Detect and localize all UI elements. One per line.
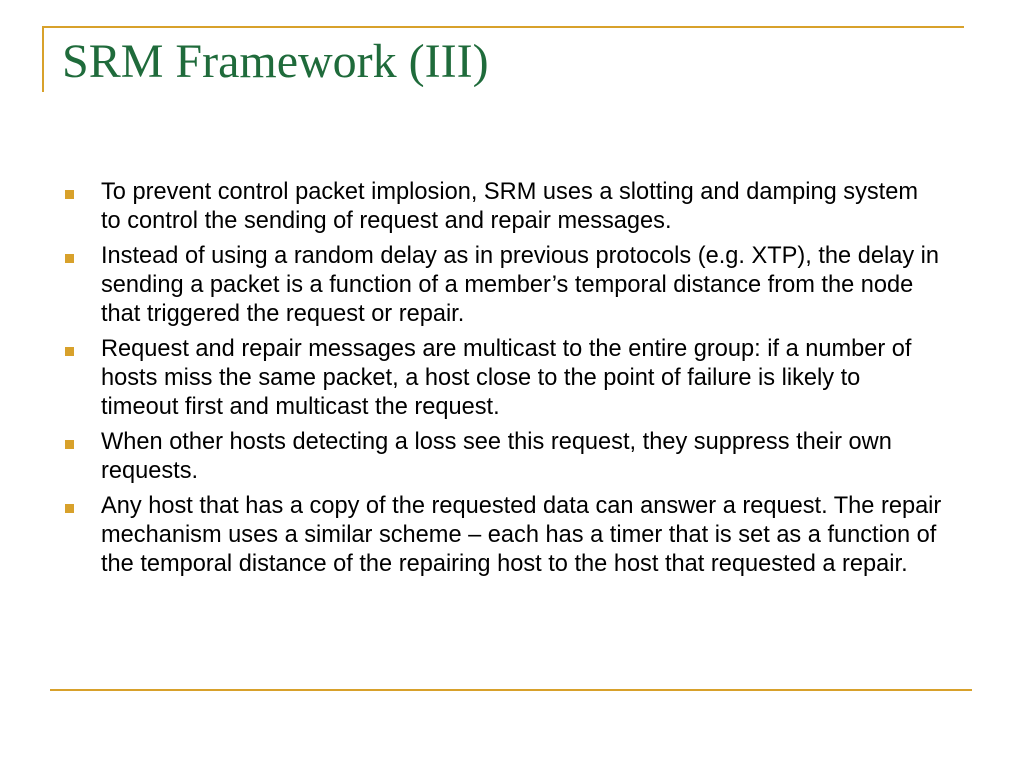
- square-bullet-icon: [65, 190, 74, 199]
- bullet-text: Instead of using a random delay as in previous protocols (e.g. XTP), the delay in sending a packet is a function of a member’s temporal distance from the node that triggered the request or repair.: [101, 243, 940, 327]
- bullet-item: [64, 178, 944, 236]
- bullet-item: [64, 492, 944, 579]
- bullet-text: Any host that has a copy of the requested data can answer a request. The repair mechanism uses a similar scheme – each has a timer that is set as a function of the temporal distance of the repairing host to the host that requested a repair.: [101, 493, 942, 577]
- slide-title: SRM Framework (III): [62, 35, 489, 88]
- bullet-list: [64, 178, 944, 585]
- bullet-item: [64, 428, 944, 486]
- bullet-text: When other hosts detecting a loss see this request, they suppress their own requests.: [101, 429, 892, 484]
- bullet-text: To prevent control packet implosion, SRM uses a slotting and damping system to control the sending of request and repair messages.: [101, 179, 919, 234]
- square-bullet-icon: [65, 504, 74, 513]
- bullet-item: [64, 242, 944, 329]
- square-bullet-icon: [65, 347, 74, 356]
- footer-accent-line: [50, 689, 972, 691]
- bullet-item: [64, 335, 944, 422]
- bullet-text: Request and repair messages are multicast to the entire group: if a number of hosts miss the same packet, a host close to the point of failure is likely to timeout first and multicast the request.: [101, 336, 912, 420]
- square-bullet-icon: [65, 440, 74, 449]
- square-bullet-icon: [65, 254, 74, 263]
- title-accent-top-line: [42, 26, 964, 28]
- title-accent-vertical-line: [42, 26, 44, 92]
